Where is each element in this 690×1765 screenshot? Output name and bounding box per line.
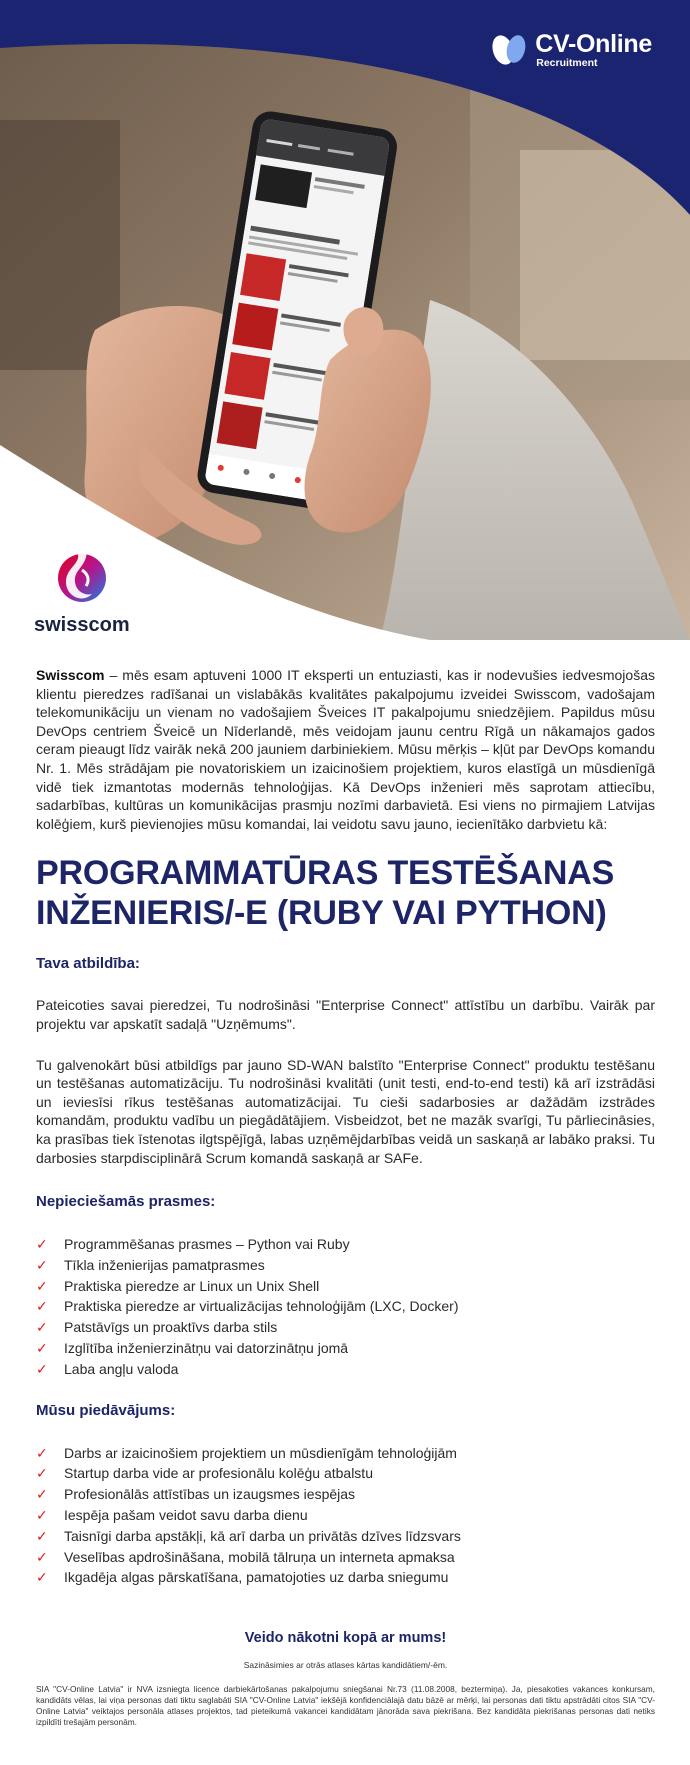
list-item: ✓ Darbs ar izaicinošiem projektiem un mūsdienīgām tehnoloģijām: [36, 1443, 655, 1464]
swisscom-logo-icon: [52, 540, 110, 610]
checkmark-icon: ✓: [36, 1507, 48, 1524]
checkmark-icon: ✓: [36, 1277, 48, 1294]
checkmark-icon: ✓: [36, 1527, 48, 1544]
logo-name: CV-Online: [535, 29, 652, 58]
skills-list: [36, 1234, 655, 1380]
list-item: ✓ Praktiska pieredze ar virtualizācijas tehnoloģijām (LXC, Docker): [36, 1296, 655, 1317]
logo-subtitle: Recruitment: [536, 56, 598, 69]
checkmark-icon: ✓: [36, 1236, 48, 1253]
company-intro: [36, 666, 655, 833]
contact-note: Sazināsimies ar otrās atlases kārtas kandidātiem/-ēm.: [243, 1660, 448, 1671]
responsibilities-paragraph-1: Pateicoties savai pieredzei, Tu nodrošināsi "Enterprise Connect" attīstību un darbību. Vairāk par projektu var apskatīt sadaļā "Uzņēmums".: [36, 997, 655, 1032]
skills-heading: Nepieciešamās prasmes:: [36, 1193, 216, 1211]
list-item: ✓ Veselības apdrošināšana, mobilā tālruņa un interneta apmaksa: [36, 1547, 655, 1568]
list-item: ✓ Taisnīgi darba apstākļi, kā arī darba un privātās dzīves līdzsvars: [36, 1526, 655, 1547]
list-item: ✓ Patstāvīgs un proaktīvs darba stils: [36, 1317, 655, 1338]
company-logo: [34, 540, 130, 637]
offer-list: [36, 1443, 655, 1589]
hero-banner: [0, 0, 690, 640]
call-to-action: Veido nākotni kopā ar mums!: [244, 1630, 447, 1647]
list-item: ✓ Profesionālās attīstības un izaugsmes iespējas: [36, 1484, 655, 1505]
list-item: ✓ Izglītība inženierzinātņu vai datorzinātņu jomā: [36, 1338, 655, 1359]
company-name: swisscom: [34, 614, 130, 636]
intro-text: – mēs esam aptuveni 1000 IT eksperti un entuziasti, kas ir nodevušies iedvesmojošas klientu pieredzes radīšanai un vislabākās kvalitātes pakalpojumu izveidei Swisscom, vadošajam telekomunikāciju un vienam no vadošajiem Šveices IT pakalpojumu sniedzējiem. Papildus mūsu DevOps centriem Šveicē un Nīderlandē, mēs veidojam jaunu centru Rīgā un nākamajos gados ceram pieaugt līdz vairāk nekā 200 jauniem darbiniekiem. Mūsu mērķis – kļūt par DevOps komandu Nr. 1. Mēs strādājam pie novatoriskiem un izaicinošiem projektiem, kuros elastīgā un mūsdienīgā vidē tiek izmantotas modernās tehnoloģijas. Kā DevOps inženieri mēs saprotam attiecību, sadarbības, kultūras un komunikācijas prasmju nozīmi darbavietā. Esi viens no pirmajiem Latvijas kolēģiem, kurš pievienojies mūsu komandai, lai veidotu savu jauno, iecienītāko darbvietu kā:: [36, 667, 655, 832]
responsibilities-heading: Tava atbildība:: [36, 955, 140, 973]
checkmark-icon: ✓: [36, 1548, 48, 1565]
list-item: ✓ Ikgadēja algas pārskatīšana, pamatojoties uz darba sniegumu: [36, 1567, 655, 1588]
checkmark-icon: ✓: [36, 1340, 48, 1357]
intro-lead: Swisscom: [36, 667, 105, 683]
job-title: PROGRAMMATŪRAS TESTĒŠANAS INŽENIERIS/-E (RUBY VAI PYTHON): [36, 854, 615, 933]
list-item: ✓ Laba angļu valoda: [36, 1359, 655, 1380]
checkmark-icon: ✓: [36, 1444, 48, 1461]
list-item: ✓ Tīkla inženierijas pamatprasmes: [36, 1255, 655, 1276]
job-ad-body: [36, 666, 655, 1728]
list-item: ✓ Iespēja pašam veidot savu darba dienu: [36, 1505, 655, 1526]
list-item: ✓ Programmēšanas prasmes – Python vai Ruby: [36, 1234, 655, 1255]
cv-online-butterfly-icon: [489, 30, 529, 70]
legal-disclaimer: SIA "CV-Online Latvia" ir NVA izsniegta licence darbiekārtošanas pakalpojumu sniegšanai Nr.73 (11.08.2008, beztermiņa). Ja, piesakoties vakances konkursam, kandidāts vēlas, lai viņa personas dati tiktu saglabāti SIA "CV-Online Latvia" iekšējā konfidenciālajā datu bāzē ar mērķi, lai personas dati tiktu apstrādāti citos SIA "CV-Online Latvia" veiktajos personāla atlases projektos, tad pieteikumā vakancei kandidātam jānorāda sava piekrišana. Bez kandidāta piekrišanas personas dati netiks izpildīti trešajām personām.: [36, 1684, 655, 1728]
checkmark-icon: ✓: [36, 1486, 48, 1503]
checkmark-icon: ✓: [36, 1256, 48, 1273]
list-item: ✓ Praktiska pieredze ar Linux un Unix Shell: [36, 1276, 655, 1297]
list-item: ✓ Startup darba vide ar profesionālu kolēģu atbalstu: [36, 1463, 655, 1484]
checkmark-icon: ✓: [36, 1298, 48, 1315]
offer-heading: Mūsu piedāvājums:: [36, 1401, 176, 1419]
checkmark-icon: ✓: [36, 1465, 48, 1482]
checkmark-icon: ✓: [36, 1319, 48, 1336]
checkmark-icon: ✓: [36, 1569, 48, 1586]
cv-online-logo[interactable]: [489, 30, 652, 70]
responsibilities-paragraph-2: Tu galvenokārt būsi atbildīgs par jauno SD-WAN balstīto "Enterprise Connect" produktu testēšanu un testēšanas automatizāciju. Tu nodrošināsi kvalitāti (unit testi, end-to-end testi) kā arī izstrādāsi un ieviesīsi rīkus testēšanas automatizācijai. Tu cieši sadarbosies ar dažādām izstrādes komandām, produktu vadību un piegādātājiem. Visbeidzot, bet ne mazāk svarīgi, Tu pārliecināsies, ka prasības tiek īstenotas ilgtspējīgā, labas uzņēmējdarbības veidā un saskaņā ar labāko praksi. Tu darbosies starpdisciplinārā Scrum komandā saskaņā ar SAFe.: [36, 1056, 655, 1166]
checkmark-icon: ✓: [36, 1360, 48, 1377]
